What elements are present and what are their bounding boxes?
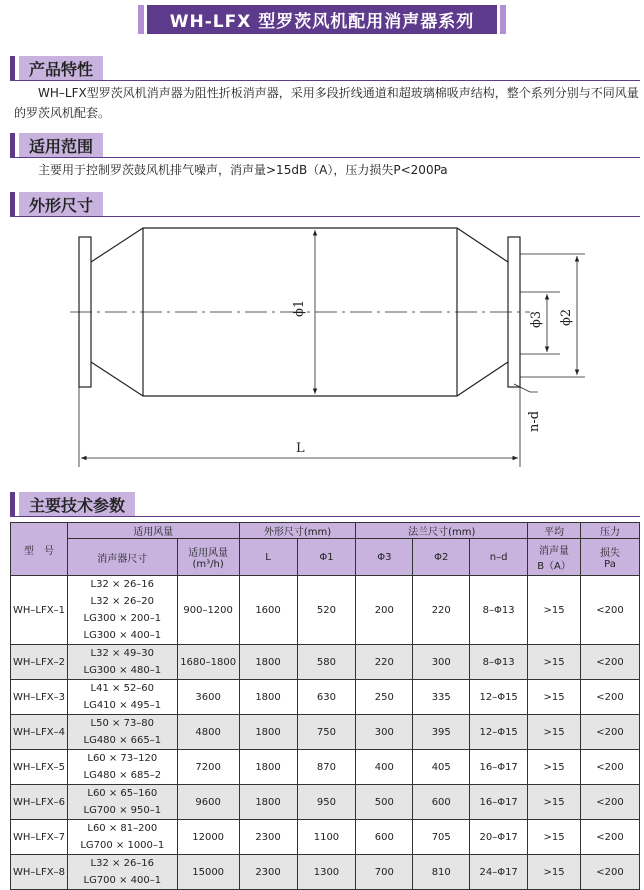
cell-L: 2300 (239, 855, 297, 890)
page-title: WH-LFX 型罗茨风机配用消声器系列 (169, 12, 475, 32)
cell-model: WH–LFX–7 (11, 820, 68, 855)
cell-phi3: 700 (356, 855, 413, 890)
cell-silencer-size: LG410 × 495–1 (83, 700, 162, 711)
cell-L: 1800 (239, 680, 297, 715)
section-divider (10, 80, 640, 81)
section-heading-params (10, 492, 135, 516)
cell-noise: >15 (528, 820, 581, 855)
table-row (11, 715, 640, 750)
cell-phi3: 500 (356, 785, 413, 820)
cell-airflow: 1680–1800 (177, 645, 239, 680)
cell-silencer-size: LG700 × 400–1 (83, 875, 162, 886)
cell-silencer-size: LG480 × 665–1 (83, 735, 162, 746)
cell-model: WH–LFX–1 (11, 576, 68, 645)
cell-phi1: 580 (297, 645, 356, 680)
cell-nd: 8–Φ13 (470, 645, 528, 680)
nd-leader (514, 384, 538, 392)
cell-nd: 12–Φ15 (470, 715, 528, 750)
cell-airflow: 4800 (177, 715, 239, 750)
phi3-label: ϕ3 (529, 310, 544, 328)
cell-silencer-sizes (67, 855, 177, 890)
cell-loss: <200 (581, 785, 640, 820)
section-heading-label: 主要技术参数 (19, 492, 135, 516)
cell-nd: 16–Φ17 (470, 785, 528, 820)
scope-text: 主要用于控制罗茨鼓风机排气噪声，消声量>15dB（A），压力损失P<200Pa (38, 163, 448, 177)
phi1-label: ϕ1 (292, 299, 307, 317)
cell-silencer-size: LG300 × 200–1 (83, 613, 162, 624)
th-loss-unit: Pa (604, 559, 616, 570)
cell-silencer-sizes (67, 785, 177, 820)
cell-loss: <200 (581, 680, 640, 715)
cell-silencer-size: L60 × 73–120 (87, 753, 158, 764)
th-phi2: Φ2 (413, 539, 470, 576)
cell-silencer-size: L32 × 26–16 (90, 858, 155, 869)
cell-loss: <200 (581, 645, 640, 680)
table-row (11, 750, 640, 785)
section-marker (10, 492, 15, 516)
section-heading-label: 外形尺寸 (19, 192, 103, 216)
cell-phi1: 870 (297, 750, 356, 785)
section-marker (10, 133, 15, 157)
th-loss (581, 539, 640, 576)
table-header-row (11, 539, 640, 576)
table-row (11, 680, 640, 715)
th-airflow-group: 适用风量 (67, 523, 239, 539)
cell-model: WH–LFX–2 (11, 645, 68, 680)
cell-model: WH–LFX–5 (11, 750, 68, 785)
cell-airflow: 15000 (177, 855, 239, 890)
cell-phi3: 300 (356, 715, 413, 750)
cell-silencer-size: LG300 × 400–1 (83, 630, 162, 641)
section-divider (10, 216, 640, 217)
th-phi1: Φ1 (297, 539, 356, 576)
cell-silencer-sizes (67, 820, 177, 855)
cell-L: 1800 (239, 750, 297, 785)
th-noise (528, 539, 581, 576)
cell-L: 1800 (239, 785, 297, 820)
cell-model: WH–LFX–4 (11, 715, 68, 750)
th-nd: n–d (470, 539, 528, 576)
th-pressure: 压力 (581, 523, 640, 539)
cell-airflow: 12000 (177, 820, 239, 855)
page-title-bar (147, 5, 497, 34)
table-row (11, 855, 640, 890)
th-phi3: Φ3 (356, 539, 413, 576)
table-row (11, 645, 640, 680)
th-flange-group: 法兰尺寸(mm) (356, 523, 528, 539)
cell-silencer-size: L32 × 26–20 (90, 596, 155, 607)
cell-L: 1800 (239, 715, 297, 750)
cell-phi2: 405 (413, 750, 470, 785)
table-row (11, 576, 640, 645)
cell-nd: 24–Φ17 (470, 855, 528, 890)
th-loss-label: 损失 (600, 548, 620, 559)
cell-phi2: 810 (413, 855, 470, 890)
section-heading-label: 适用范围 (19, 133, 103, 157)
cell-silencer-size: L32 × 26–16 (90, 579, 155, 590)
section-heading-scope (10, 133, 103, 157)
cell-silencer-size: LG700 × 950–1 (83, 805, 162, 816)
cell-silencer-size: LG700 × 1000–1 (80, 840, 165, 851)
cell-phi3: 250 (356, 680, 413, 715)
cell-model: WH–LFX–8 (11, 855, 68, 890)
silencer-dimension-drawing (60, 222, 620, 472)
cell-loss: <200 (581, 715, 640, 750)
th-airflow (177, 539, 239, 576)
cell-noise: >15 (528, 750, 581, 785)
th-airflow-label: 适用风量 (188, 548, 229, 559)
cell-phi2: 705 (413, 820, 470, 855)
cell-model: WH–LFX–3 (11, 680, 68, 715)
cell-phi1: 630 (297, 680, 356, 715)
cell-noise: >15 (528, 785, 581, 820)
table-body (11, 576, 640, 890)
section-marker (10, 192, 15, 216)
cell-phi1: 520 (297, 576, 356, 645)
th-avg: 平均 (528, 523, 581, 539)
cell-L: 1600 (239, 576, 297, 645)
cell-silencer-size: LG300 × 480–1 (83, 665, 162, 676)
th-airflow-unit: (m³/h) (192, 559, 224, 570)
cell-silencer-sizes (67, 576, 177, 645)
phi2-label: ϕ2 (559, 308, 574, 326)
cell-phi2: 300 (413, 645, 470, 680)
section-heading-label: 产品特性 (19, 56, 103, 80)
cell-phi3: 200 (356, 576, 413, 645)
th-noise-label: 消声量 (539, 546, 570, 557)
section-heading-dimensions (10, 192, 103, 216)
cell-airflow: 900–1200 (177, 576, 239, 645)
cell-silencer-sizes (67, 750, 177, 785)
cell-noise: >15 (528, 855, 581, 890)
features-text: WH–LFX型罗茨风机消声器为阻性折板消声器，采用多段折线通道和超玻璃棉吸声结构，整个系列分别与不同风量的罗茨风机配套。 (14, 86, 639, 120)
cell-phi3: 220 (356, 645, 413, 680)
th-model: 型 号 (11, 523, 68, 576)
section-divider (10, 157, 640, 158)
cell-airflow: 3600 (177, 680, 239, 715)
cell-airflow: 7200 (177, 750, 239, 785)
cell-silencer-size: L60 × 65–160 (87, 788, 158, 799)
cell-nd: 16–Φ17 (470, 750, 528, 785)
cell-silencer-size: L60 × 81–200 (87, 823, 158, 834)
cell-phi3: 400 (356, 750, 413, 785)
cell-L: 1800 (239, 645, 297, 680)
cell-nd: 20–Φ17 (470, 820, 528, 855)
cell-silencer-size: LG480 × 685–2 (83, 770, 162, 781)
cell-silencer-size: L41 × 52–60 (90, 683, 155, 694)
nd-label: n-d (527, 410, 542, 432)
spec-table (10, 522, 640, 890)
cell-noise: >15 (528, 645, 581, 680)
section-heading-features (10, 56, 103, 80)
cell-phi3: 600 (356, 820, 413, 855)
cell-phi2: 335 (413, 680, 470, 715)
th-silencer-size: 消声器尺寸 (67, 539, 177, 576)
cell-phi2: 220 (413, 576, 470, 645)
cell-phi1: 1300 (297, 855, 356, 890)
cell-model: WH–LFX–6 (11, 785, 68, 820)
table-row (11, 820, 640, 855)
section-marker (10, 56, 15, 80)
cell-phi1: 750 (297, 715, 356, 750)
L-label: L (296, 441, 305, 456)
cell-phi1: 950 (297, 785, 356, 820)
cell-silencer-size: L32 × 49–30 (90, 648, 155, 659)
cell-airflow: 9600 (177, 785, 239, 820)
section-divider (10, 516, 640, 517)
table-header-row (11, 523, 640, 539)
cell-silencer-sizes (67, 680, 177, 715)
table-row (11, 785, 640, 820)
cell-noise: >15 (528, 576, 581, 645)
cell-loss: <200 (581, 855, 640, 890)
cell-loss: <200 (581, 576, 640, 645)
cell-L: 2300 (239, 820, 297, 855)
th-dim-group: 外形尺寸(mm) (239, 523, 356, 539)
cell-phi2: 395 (413, 715, 470, 750)
cell-silencer-sizes (67, 645, 177, 680)
th-noise-unit: B（A） (537, 561, 571, 572)
cell-noise: >15 (528, 715, 581, 750)
cell-noise: >15 (528, 680, 581, 715)
cell-phi2: 600 (413, 785, 470, 820)
cell-silencer-size: L50 × 73–80 (90, 718, 155, 729)
cell-loss: <200 (581, 820, 640, 855)
cell-silencer-sizes (67, 715, 177, 750)
cell-nd: 12–Φ15 (470, 680, 528, 715)
cell-loss: <200 (581, 750, 640, 785)
th-L: L (239, 539, 297, 576)
cell-nd: 8–Φ13 (470, 576, 528, 645)
cell-phi1: 1100 (297, 820, 356, 855)
